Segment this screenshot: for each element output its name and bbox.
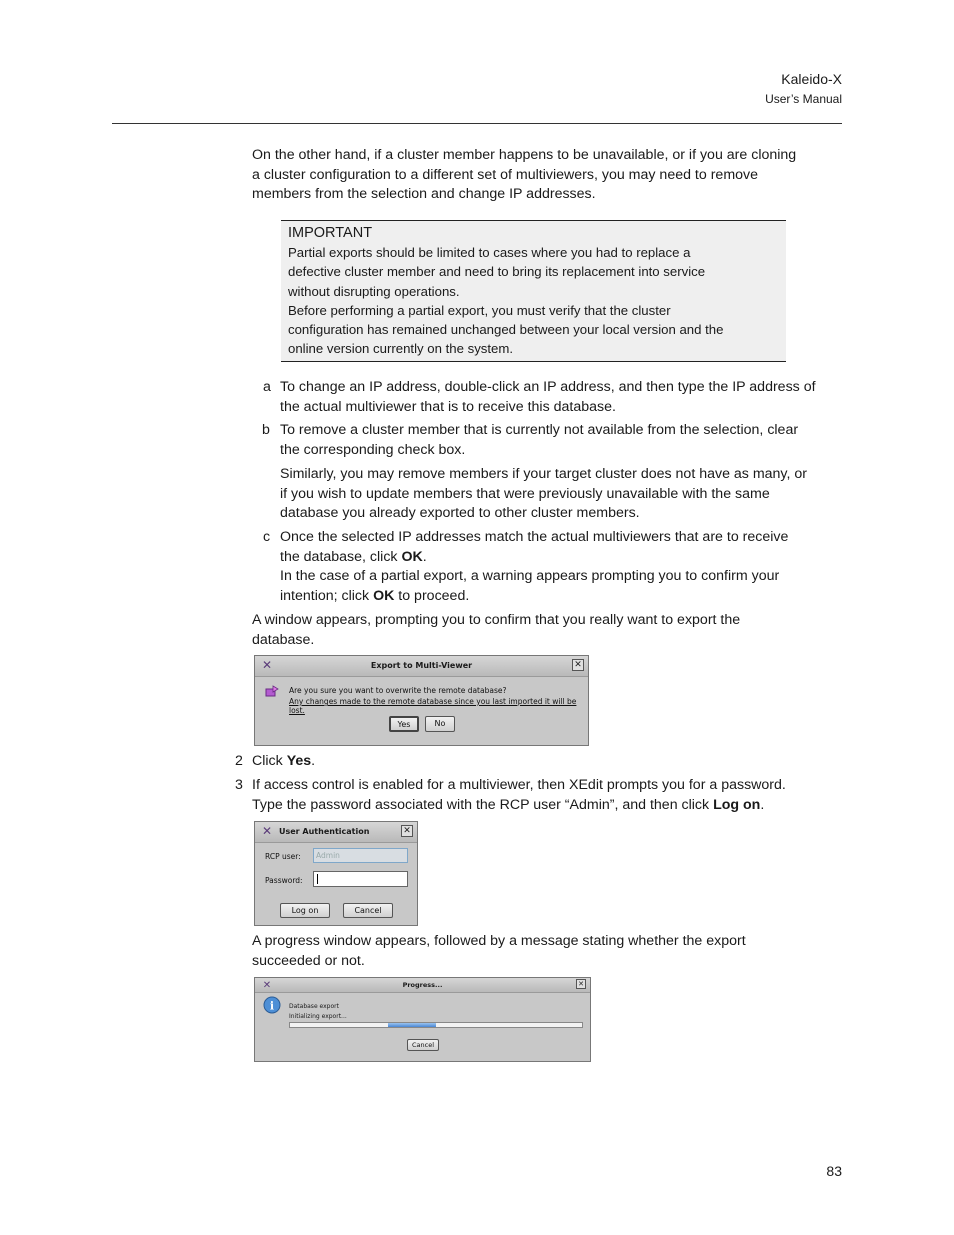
progress-line-2: Initializing export...: [289, 1013, 347, 1020]
important-title: IMPORTANT: [288, 225, 373, 241]
progress-bar-indicator: [388, 1023, 436, 1027]
intro-line: a cluster configuration to a different set of multiviewers, you may need to remove: [252, 166, 759, 183]
step-b-line: the corresponding check box.: [280, 441, 466, 458]
step-b-marker: b: [262, 422, 270, 438]
header-rule: [112, 123, 842, 124]
step-b-extra-line: Similarly, you may remove members if your target cluster does not have as many, or: [280, 466, 807, 482]
progress-dialog: [254, 977, 591, 1062]
step-b-line: To remove a cluster member that is currently not available from the selection, clear: [280, 422, 799, 438]
progress-dialog-title: Progress...: [402, 981, 443, 989]
important-line: defective cluster member and need to bring its replacement into service: [288, 264, 706, 280]
intro-paragraph: [252, 146, 796, 205]
yes-button[interactable]: [389, 716, 419, 732]
close-icon[interactable]: ✕: [572, 659, 584, 671]
important-line: without disrupting operations.: [288, 283, 460, 299]
export-dialog-titlebar: [255, 656, 588, 677]
step-b-text: [280, 421, 798, 460]
cancel-button-label: Cancel: [354, 906, 382, 915]
step-c-line: In the case of a partial export, a warning appears prompting you to confirm your: [280, 568, 780, 585]
step-b-extra-line: database you already exported to other cluster members.: [280, 505, 640, 522]
svg-text:i: i: [269, 999, 275, 1013]
step-3-line: If access control is enabled for a multiviewer, then XEdit prompts you for a password.: [252, 777, 786, 793]
step-3-marker: 3: [235, 777, 243, 793]
step-b-extra-line: if you wish to update members that were previously unavailable with the same: [280, 485, 770, 502]
export-icon: [265, 682, 279, 694]
step-c-marker: c: [263, 529, 271, 545]
step-c-text-part: .: [422, 548, 427, 565]
step-c-line: [280, 587, 788, 607]
window-appears-paragraph: [252, 611, 740, 650]
step-2-text: [252, 752, 315, 772]
step-c-line: Once the selected IP addresses match the actual multiviewers that are to receive: [280, 529, 789, 545]
important-line: Before performing a partial export, you must verify that the cluster: [288, 302, 671, 318]
progress-dialog-titlebar: [255, 978, 590, 993]
step-2-marker: 2: [235, 753, 243, 769]
auth-dialog: [254, 821, 418, 926]
rcp-user-field[interactable]: [313, 848, 408, 863]
yes-emphasis: Yes: [286, 753, 312, 769]
header-subtitle: User’s Manual: [765, 92, 842, 106]
step-3-line: [252, 796, 786, 816]
ok-emphasis: OK: [373, 587, 395, 604]
step-a-line: the actual multiviewer that is to receive this database.: [280, 398, 616, 415]
step-c-text-part: to proceed.: [394, 587, 470, 604]
rcp-user-value: Admin: [316, 851, 340, 860]
paragraph-line: A progress window appears, followed by a message stating whether the export: [252, 933, 746, 949]
header-title: Kaleido-X: [781, 71, 842, 87]
export-dialog-title: Export to Multi-Viewer: [370, 661, 473, 670]
export-warning-text: Any changes made to the remote database since you last imported it will be lost.: [289, 697, 577, 715]
paragraph-line: database.: [252, 631, 315, 648]
step-a-line: To change an IP address, double-click an IP address, and then type the IP address of: [280, 379, 816, 395]
no-button-label: No: [434, 719, 446, 728]
important-line: configuration has remained unchanged between your local version and the: [288, 322, 724, 338]
page-number: 83: [826, 1163, 842, 1179]
important-line: online version currently on the system.: [288, 341, 514, 357]
no-button[interactable]: [425, 716, 455, 732]
kaleido-x-icon: ✕: [261, 824, 273, 838]
cancel-button[interactable]: [343, 903, 393, 918]
step-3-text-part: Type the password associated with the RCP user “Admin”, and then click: [252, 796, 714, 813]
rcp-user-label: RCP user:: [265, 852, 301, 861]
yes-button-label: Yes: [397, 720, 411, 729]
important-line: Partial exports should be limited to cases where you had to replace a: [288, 245, 691, 260]
step-2-text-part: .: [311, 753, 316, 769]
intro-line: On the other hand, if a cluster member happens to be unavailable, or if you are cloning: [252, 147, 797, 163]
export-dialog: [254, 655, 589, 746]
info-icon: [263, 996, 281, 1014]
step-b-extra: [280, 465, 807, 524]
kaleido-x-icon: ✕: [261, 658, 273, 672]
step-c-line: [280, 548, 788, 568]
progress-line-1: Database export: [289, 1003, 339, 1010]
paragraph-line: succeeded or not.: [252, 952, 365, 969]
logon-button[interactable]: [280, 903, 330, 918]
step-2-text-part: Click: [252, 753, 287, 769]
step-a-text: [280, 378, 816, 417]
auth-dialog-titlebar: [255, 822, 417, 843]
step-c-text-part: intention; click: [280, 587, 374, 604]
ok-emphasis: OK: [401, 548, 423, 565]
progress-paragraph: [252, 932, 746, 971]
progress-bar: [289, 1022, 583, 1028]
logon-emphasis: Log on: [713, 796, 761, 813]
close-icon[interactable]: ✕: [401, 825, 413, 837]
paragraph-line: A window appears, prompting you to confirm that you really want to export the: [252, 612, 741, 628]
export-confirm-question: Are you sure you want to overwrite the remote database?: [289, 686, 507, 695]
close-icon[interactable]: ✕: [576, 979, 586, 989]
logon-button-label: Log on: [291, 906, 319, 915]
step-c-text-part: the database, click: [280, 548, 402, 565]
cancel-button-label: Cancel: [411, 1041, 435, 1049]
cancel-button[interactable]: [407, 1039, 439, 1051]
kaleido-x-icon: ✕: [262, 980, 272, 991]
step-c-text: [280, 528, 788, 606]
password-field[interactable]: [313, 871, 408, 887]
step-a-marker: a: [263, 379, 271, 395]
auth-dialog-title: User Authentication: [279, 827, 370, 836]
intro-line: members from the selection and change IP addresses.: [252, 186, 596, 203]
step-3-text-part: .: [760, 796, 765, 813]
password-label: Password:: [265, 876, 303, 885]
important-note: [281, 220, 786, 362]
text-cursor: [317, 874, 318, 884]
step-3-text: [252, 776, 786, 815]
